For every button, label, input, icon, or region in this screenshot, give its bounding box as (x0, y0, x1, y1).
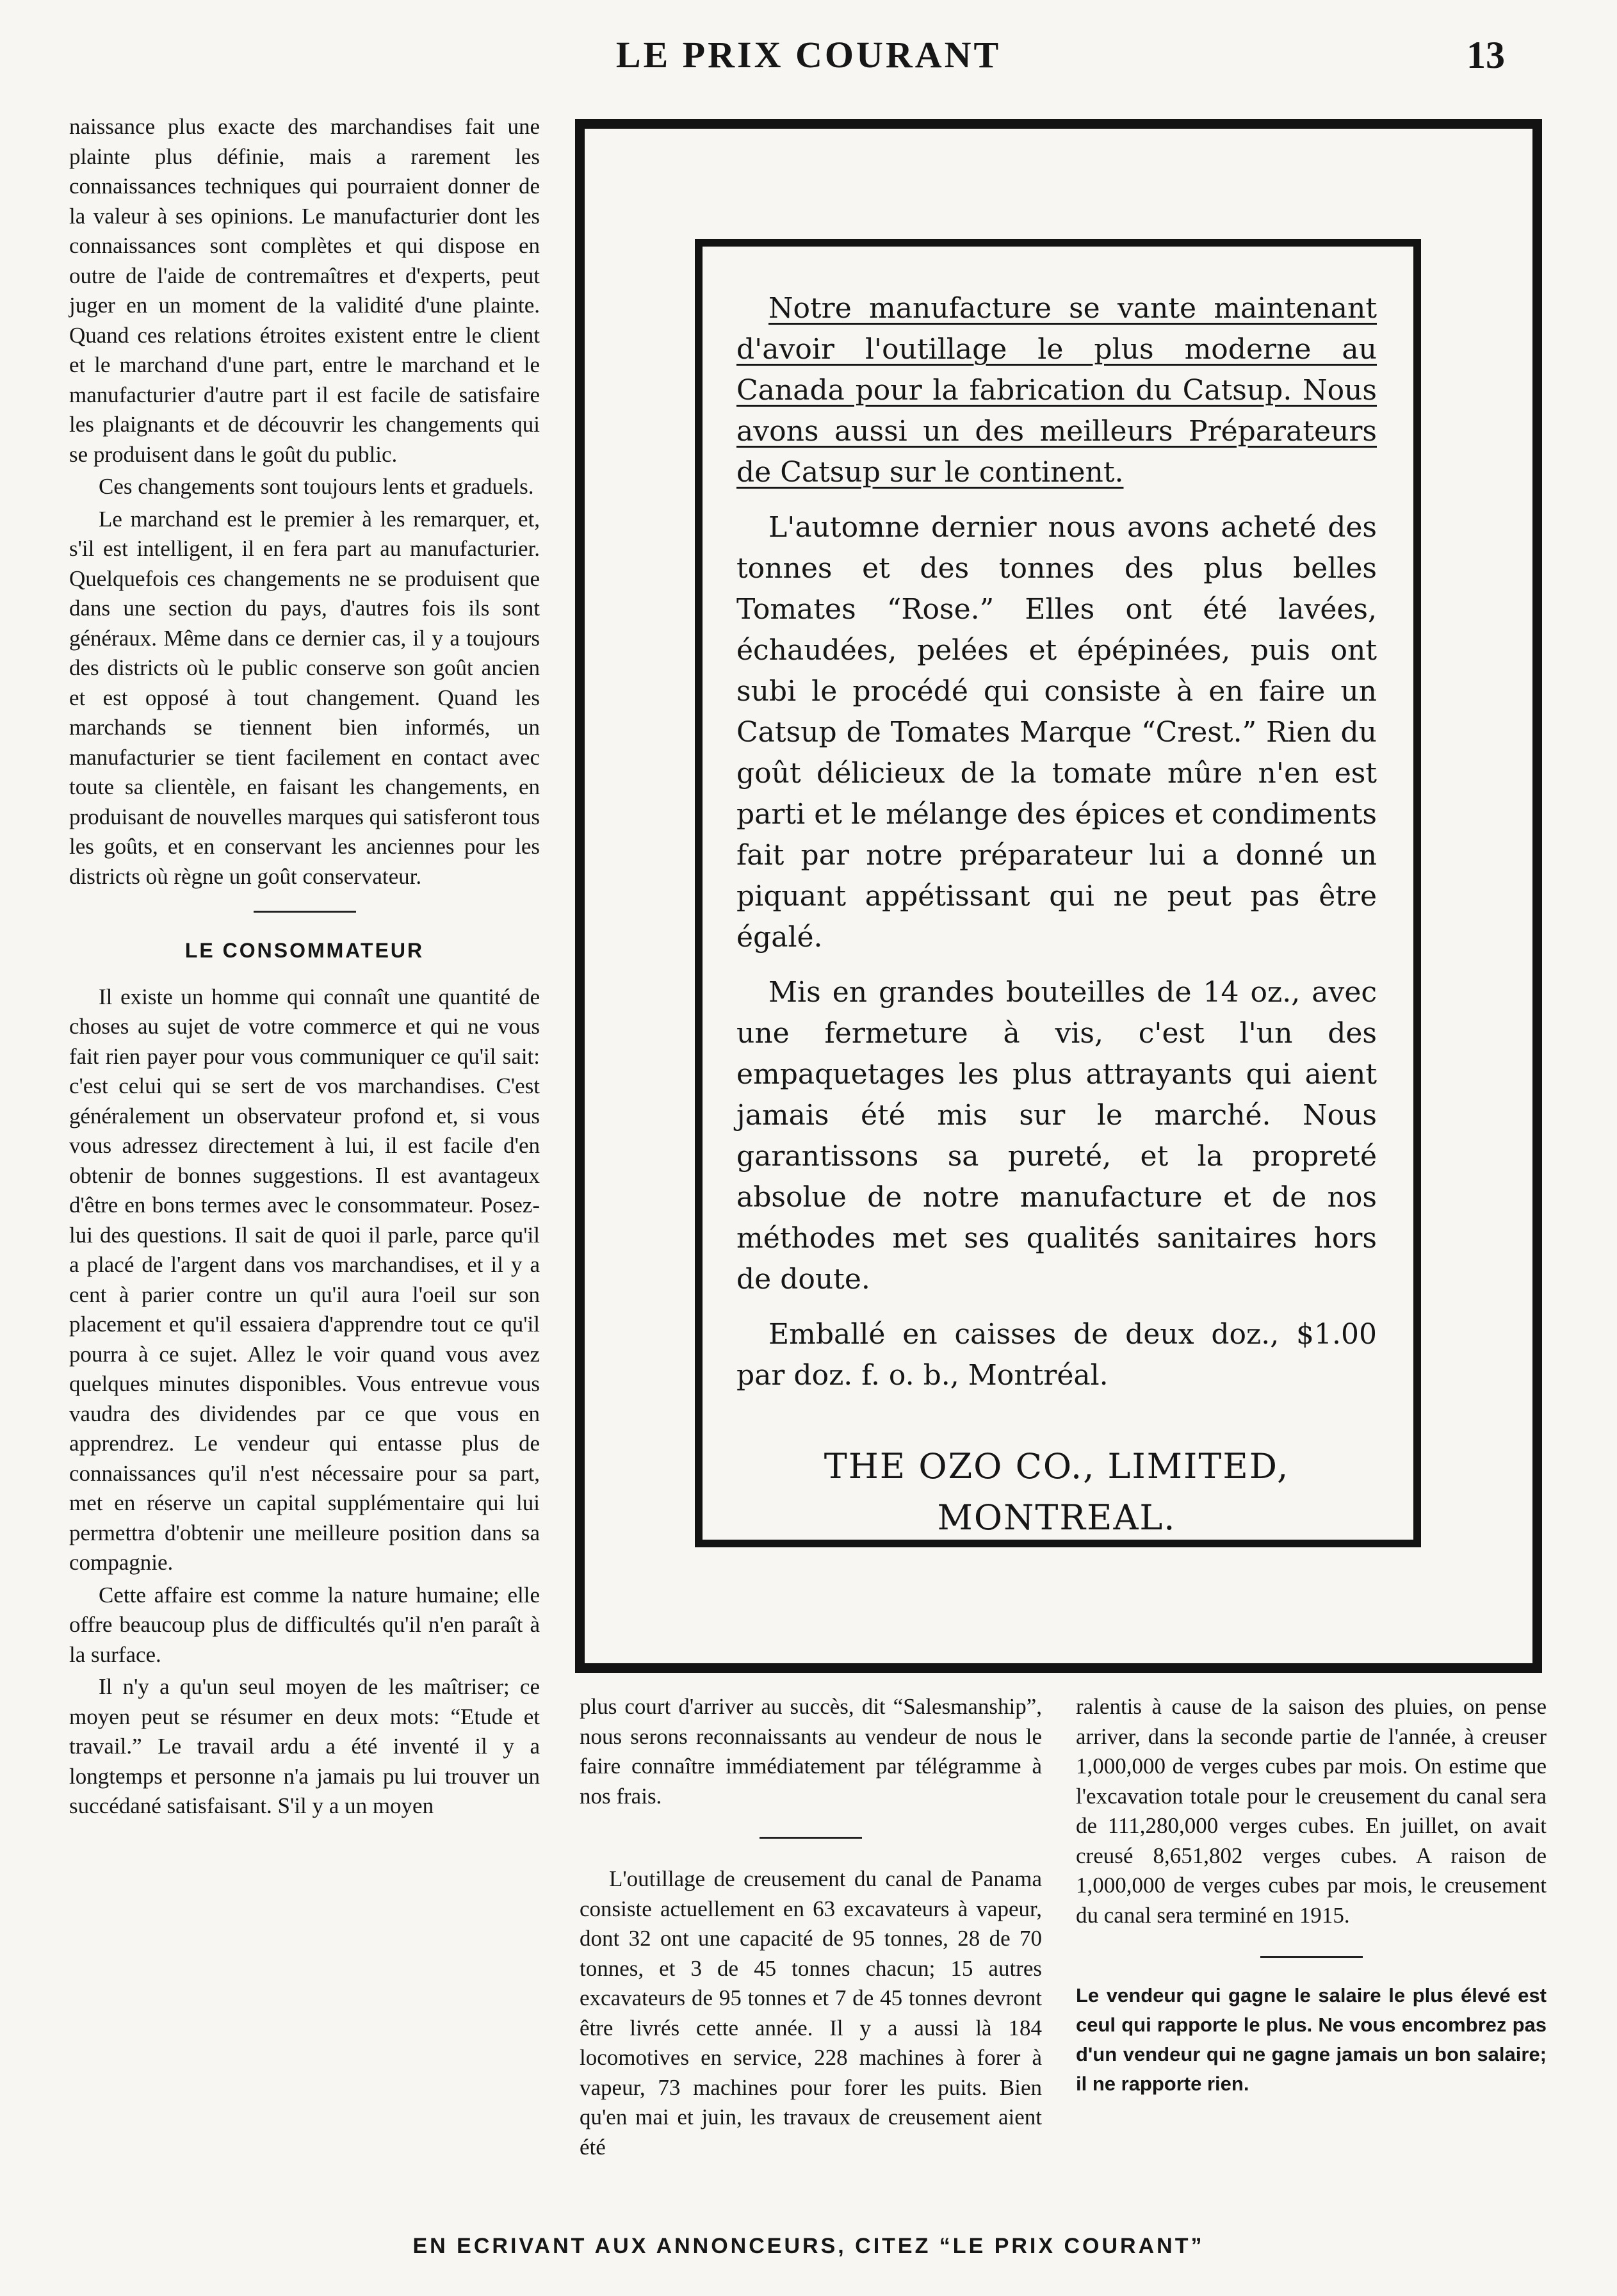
footer-notice: EN ECRIVANT AUX ANNONCEURS, CITEZ “LE PRIX COURANT” (412, 2234, 1205, 2258)
middle-column (580, 1692, 1042, 2165)
ad-city: MONTREAL. (937, 1497, 1176, 1538)
closing-note: Le vendeur qui gagne le salaire le plus élevé est ceul qui rapporte le plus. Ne vous encombrez pas d'un vendeur qui ne gagne jamais un bon salaire; il ne rapporte rien. (1076, 1984, 1547, 2095)
consommateur-paragraph-2: Cette affaire est comme la nature humaine; elle offre beaucoup plus de difficultés qu'il n'en paraît à la surface. (69, 1582, 540, 1667)
left-column (69, 112, 540, 1824)
right-column (1076, 1692, 1547, 2099)
ad-signature (736, 1441, 1377, 1543)
middle-paragraph-canal: L'outillage de creusement du canal de Panama consiste actuellement en 63 excavateurs à vapeur, dont 32 ont une capacité de 95 tonnes, 28 de 70 tonnes, et 3 de 45 tonnes chacun; 15 autres excavateurs de 95 tonnes et 7 de 45 tonnes devront être livrés cette année. Il y a aussi là 184 locomotives en service, 228 machines à forer à vapeur, 73 machines pour forer les puits. Bien qu'en mai et juin, les travaux de creusement aient été (580, 1866, 1042, 2160)
consommateur-paragraph-1: Il existe un homme qui connaît une quantité de choses au sujet de votre commerce et qui ne vous fait rien payer pour vous communiquer ce qu'il sait: c'est celui qui se sert de vos marchandises. C'est généralement un observateur profond et, si vous vous adressez directement à lui, il est facile d'en obtenir de bonnes suggestions. Il est avantageux d'être en bons termes avec le consommateur. Posez-lui des questions. Il sait de quoi il parle, parce qu'il a placé de l'argent dans vos marchandises, et il y a cent à parier contre un qu'il aura l'oeil sur son placement et qu'il essaiera d'apprendre tout ce qu'il pourra à ce sujet. Allez le voir quand vous avez quelques minutes disponibles. Vous entrevue vous vaudra des dividendes par ce que vous en apprendrez. Le vendeur qui entasse plus de connaissances qu'il n'est nécessaire pour sa part, met en réserve un capital supplémentaire qui lui permettra d'obtenir une meilleure position dans sa compagnie. (69, 984, 540, 1575)
right-divider (1260, 1956, 1363, 1958)
ad-paragraph-3: Emballé en caisses de deux doz., $1.00 par doz. f. o. b., Montréal. (736, 1318, 1377, 1392)
ad-company-name: THE OZO CO., LIMITED, (824, 1446, 1290, 1486)
middle-divider (760, 1837, 862, 1839)
page-number: 13 (1467, 34, 1505, 76)
left-paragraph-3: Le marchand est le premier à les remarquer, et, s'il est intelligent, il en fera part au manufacturier. Quelquefois ces changements ne se produisent que dans une section du pays, d'autres fois ils sont généraux. Même dans ce dernier cas, il y a toujours des districts où le public conserve son goût ancien et est opposé à tout changement. Quand les marchands se tiennent bien informés, un manufacturier se tient facilement en contact avec toute sa clientèle, en faisant les changements, en produisant de nouvelles marques qui satisferont tous les goûts, et en conservant les anciennes pour les districts où règne un goût conservateur. (69, 506, 540, 889)
consommateur-paragraph-3: Il n'y a qu'un seul moyen de les maîtriser; ce moyen peut se résumer en deux mots: “Etude et travail.” Le travail ardu a été inventé il y a longtemps et personne n'a jamais pu lui trouver un succédané satisfaisant. S'il y a un moyen (69, 1674, 540, 1818)
section-divider (254, 911, 356, 913)
right-paragraph-canal-continued: ralentis à cause de la saison des pluies, on pense arriver, dans la seconde partie de l'année, à creuser 1,000,000 de verges cubes par mois. On estime que l'excavation totale pour le creusement du canal sera de 111,280,000 verges cubes. En juillet, on avait creusé 8,651,802 verges cubes. A raison de 1,000,000 de verges cubes par mois, le creusement du canal sera terminé en 1915. (1076, 1694, 1547, 1928)
ad-headline: Notre manufacture se vante maintenant d'avoir l'outillage le plus moderne au Canada pour la fabrication du Catsup. Nous avons aussi un des meilleurs Préparateurs de Catsup sur le continent. (736, 292, 1377, 489)
left-paragraph-1: naissance plus exacte des marchandises fait une plainte plus définie, mais a rarement les connaissances techniques qui pourraient donner de la valeur à ses opinions. Le manufacturier dont les connaissances sont complètes et qui dispose en outre de l'aide de contremaîtres et d'experts, peut juger en un moment de la validité d'une plainte. Quand ces relations étroites existent entre le client et le marchand d'une part, entre le marchand et le manufacturier d'autre part il est facile de satisfaire les plaignants et de découvrir les changements qui se produisent dans le goût du public. (69, 114, 540, 467)
left-paragraph-2: Ces changements sont toujours lents et graduels. (99, 474, 534, 499)
ad-paragraph-2: Mis en grandes bouteilles de 14 oz., avec une fermeture à vis, c'est l'un des empaquetages les plus attrayants qui aient jamais été mis sur le marché. Nous garantissons sa pureté, et la propreté absolue de notre manufacture et de nos méthodes met ses qualités sanitaires hors de doute. (736, 976, 1377, 1296)
middle-paragraph-salesmanship: plus court d'arriver au succès, dit “Salesmanship”, nous serons reconnaissants au vendeur de nous le faire connaître immédiatement par télégramme à nos frais. (580, 1694, 1042, 1809)
ad-paragraph-1: L'automne dernier nous avons acheté des tonnes et des tonnes des plus belles Tomates “Rose.” Elles ont été lavées, échaudées, pelées et épépinées, puis ont subi le procédé qui consiste à en faire un Catsup de Tomates Marque “Crest.” Rien du goût délicieux de la tomate mûre n'en est parti et le mélange des épices et condiments fait par notre préparateur lui a donné un piquant appétissant qui ne peut pas être égalé. (736, 511, 1377, 954)
advertisement-text (736, 288, 1377, 1543)
page-title: LE PRIX COURANT (615, 34, 1002, 76)
section-heading-consommateur: LE CONSOMMATEUR (184, 939, 425, 962)
